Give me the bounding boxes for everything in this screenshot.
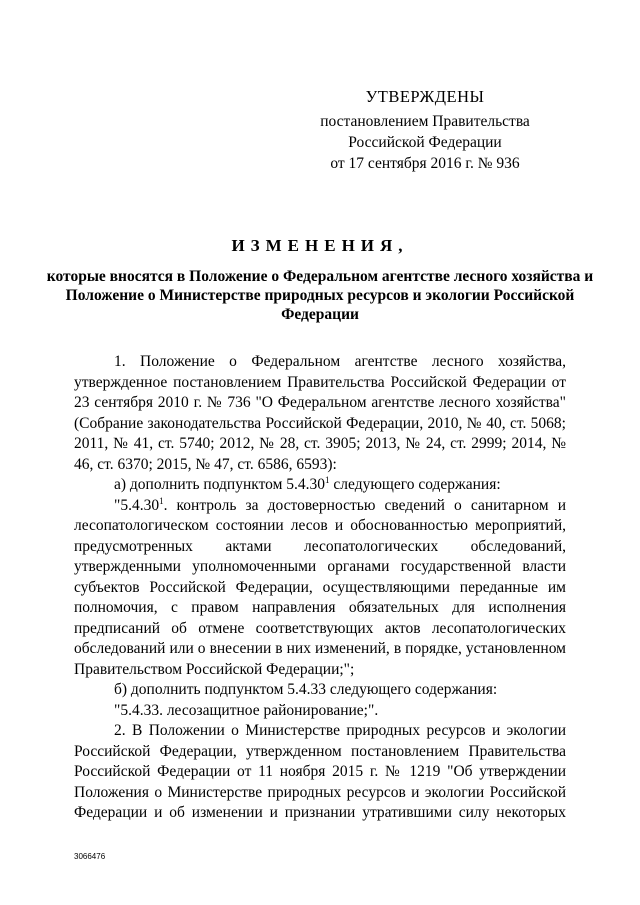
document-subtitle: которые вносятся в Положение о Федеральном агентстве лесного хозяйства и Положение о Министерстве природных ресурсов и экологии Российской Федерации: [46, 268, 594, 323]
paragraph-3-text-b: . контроль за достоверностью сведений о санитарном и лесопатологическом состоянии лесов и обоснованностью мероприятий, предусмотренных актами лесопатологических обследований, утвержденными уполномоченными органами государственной власти субъектов Российской Федерации, осуществляющими переданные им полномочия, с правом направления обязательных для исполнения предписаний об отмене соответствующих актов лесопатологических обследований или о внесении в них изменений, в порядке, установленном Правительством Российской Федерации;";: [74, 496, 566, 678]
document-reference-number: 3066476: [74, 852, 106, 861]
paragraph-1: 1. Положение о Федеральном агентстве лесного хозяйства, утвержденное постановлением Правительства Российской Федерации от 23 сентября 2010 г. № 736 "О Федеральном агентстве лесного хозяйства" (Собрание законодательства Российской Федерации, 2010, № 40, ст. 5068; 2011, № 41, ст. 5740; 2012, № 28, ст. 3905; 2013, № 24, ст. 2999; 2014, № 46, ст. 6370; 2015, № 47, ст. 6586, 6593):: [74, 353, 566, 473]
paragraph-2-text-a: а) дополнить подпунктом 5.4.30: [114, 476, 326, 493]
superscript-2: 1: [159, 495, 164, 506]
paragraph-2: [74, 475, 566, 496]
approval-line-2: Российской Федерации: [348, 134, 502, 151]
paragraph-3-text-a: "5.4.30: [114, 496, 160, 514]
superscript-1: 1: [325, 474, 330, 485]
approval-lead: УТВЕРЖДЕНЫ: [365, 87, 485, 106]
approval-line-1: постановлением Правительства: [320, 113, 530, 130]
document-title: ИЗМЕНЕНИЯ,: [231, 236, 409, 255]
paragraph-5: "5.4.33. лесозащитное районирование;".: [114, 701, 379, 719]
paragraph-6: 2. В Положении о Министерстве природных ресурсов и экологии Российской Федерации, утвержденном постановлением Правительства Российской Федерации от 11 ноября 2015 г. № 1219 "Об утверждении Положения о Министерстве природных ресурсов и экологии Российской Федерации и об изменении и признании утратившими силу некоторых: [74, 722, 566, 821]
paragraph-4: б) дополнить подпунктом 5.4.33 следующего содержания:: [114, 681, 498, 698]
document-body: [74, 352, 566, 824]
document-heading: [40, 236, 600, 324]
approval-block: [300, 86, 550, 174]
paragraph-2-text-b: следующего содержания:: [329, 476, 501, 493]
approval-line-3: от 17 сентября 2016 г. № 936: [330, 155, 520, 172]
paragraph-3: [74, 496, 566, 681]
